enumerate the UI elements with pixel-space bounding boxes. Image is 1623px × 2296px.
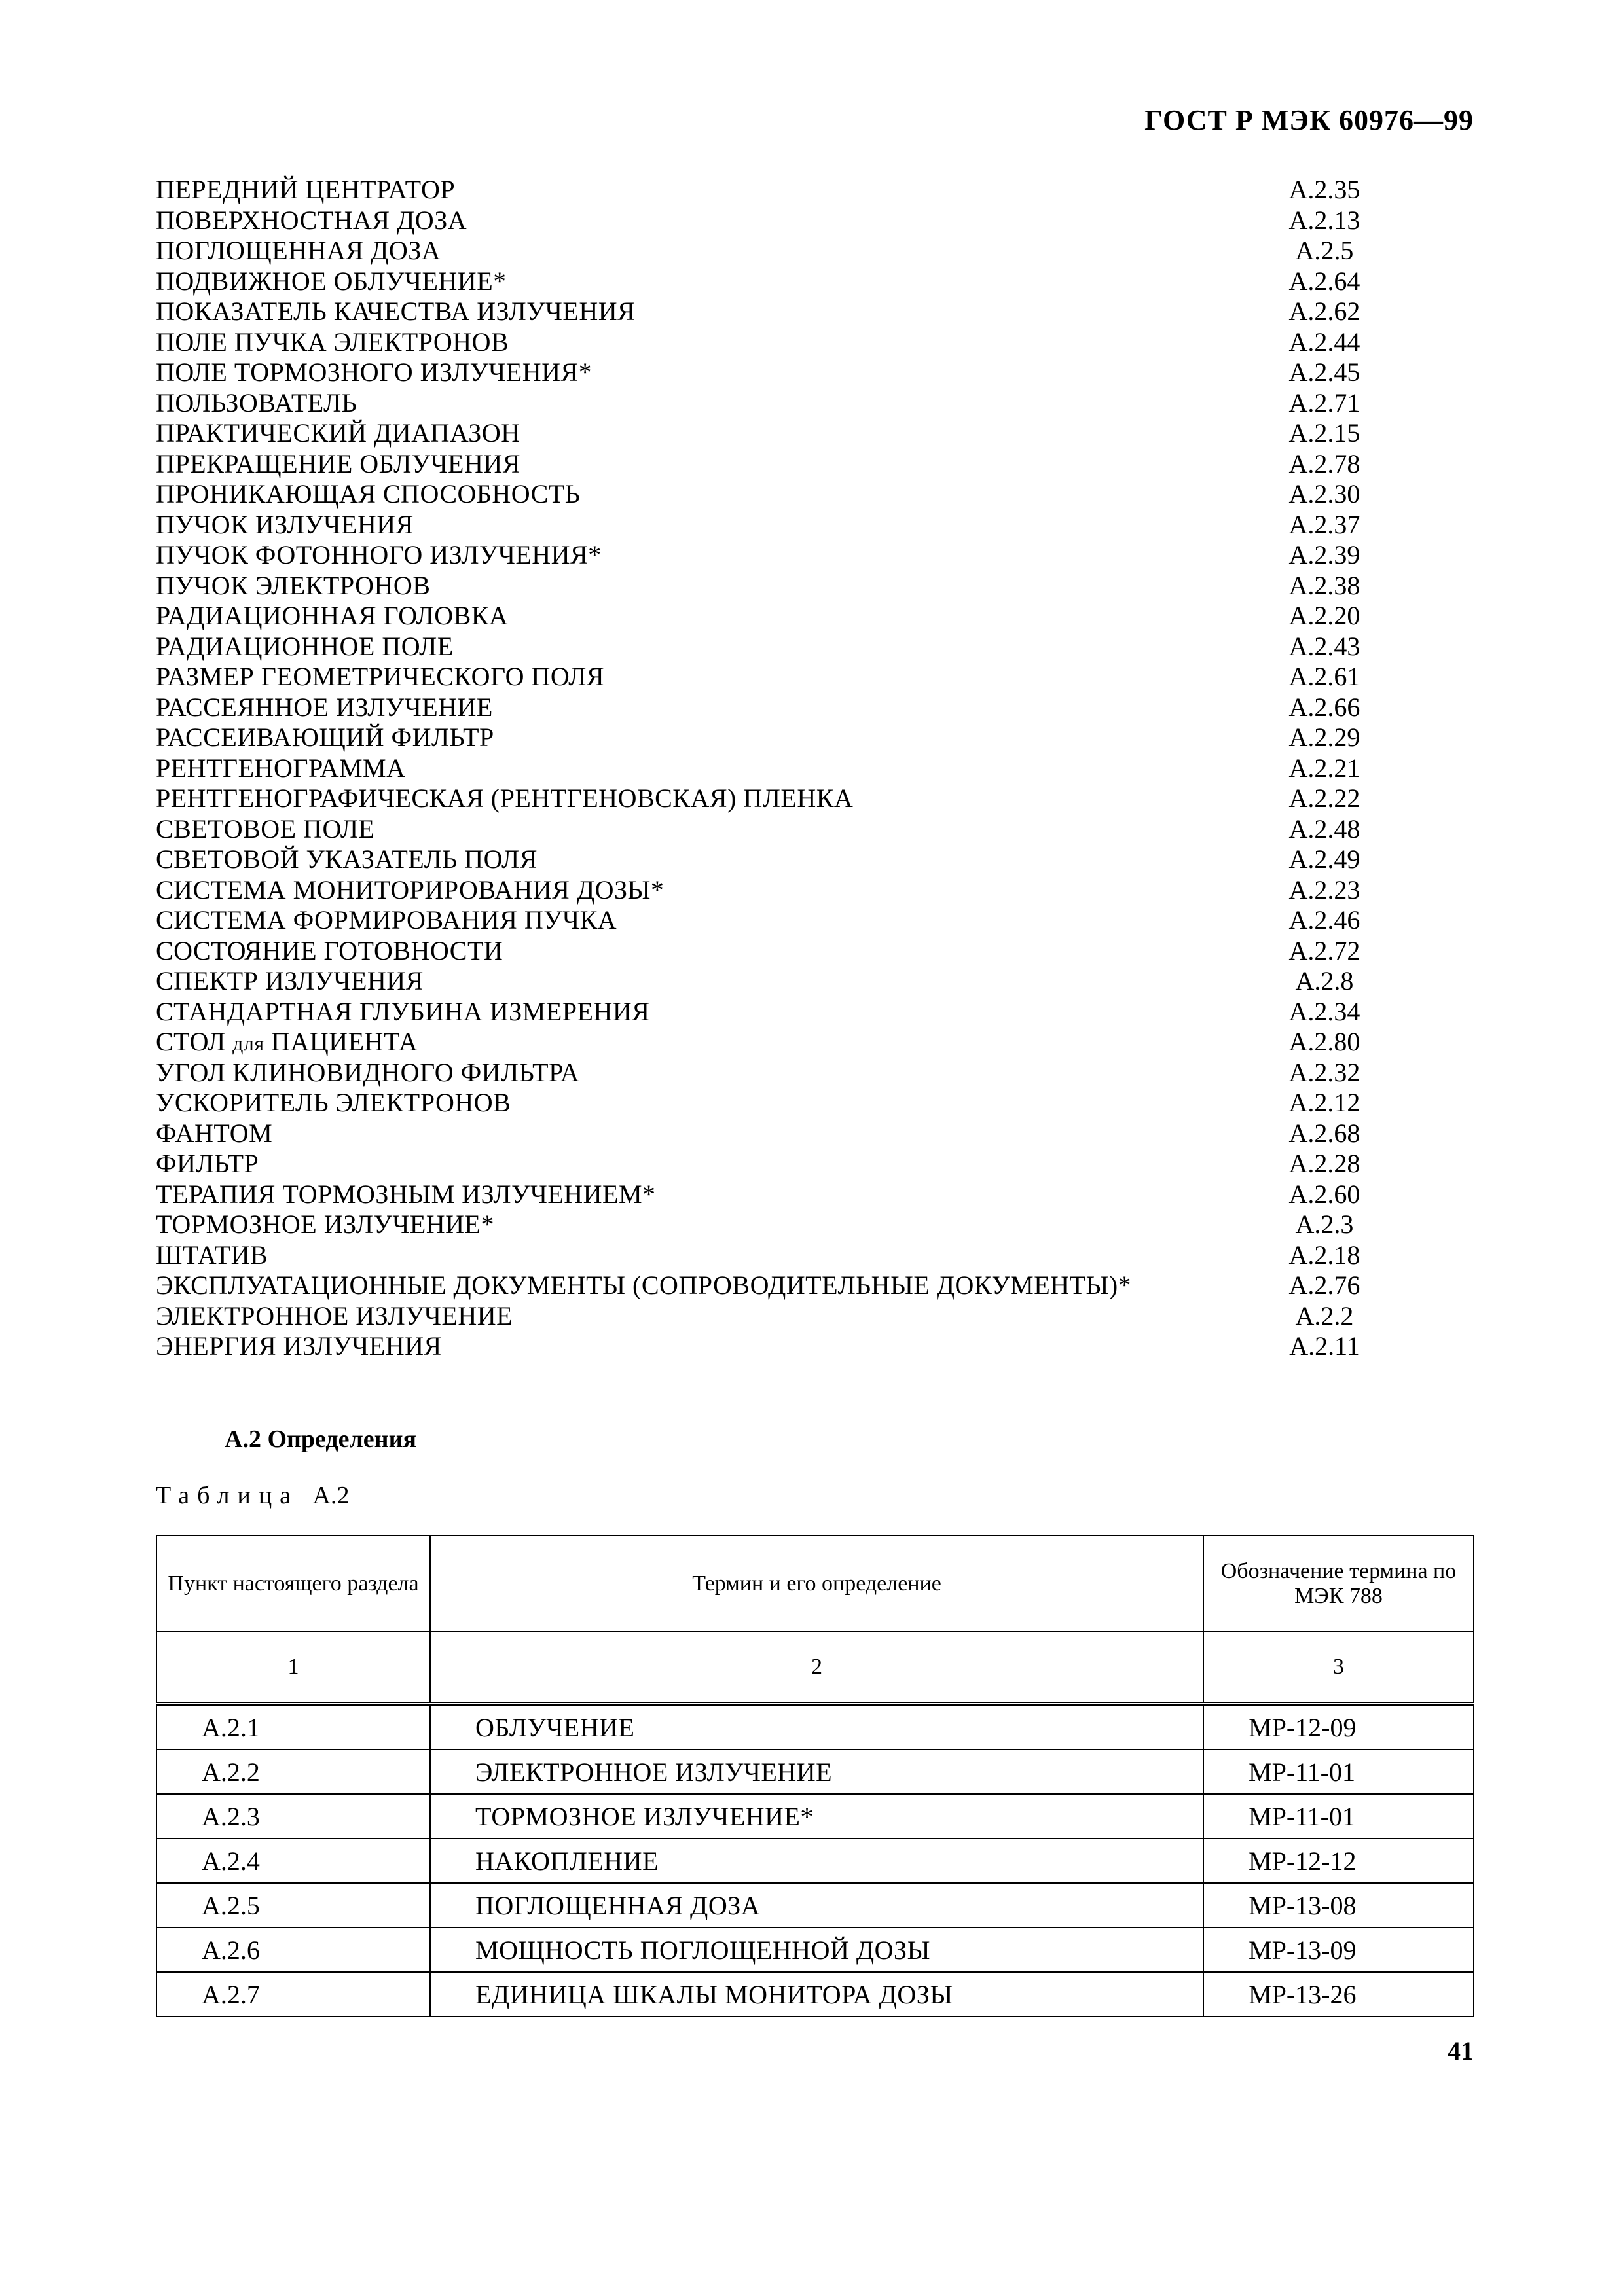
index-term: ПУЧОК ФОТОННОГО ИЗЛУЧЕНИЯ* xyxy=(156,540,602,569)
index-reference: А.2.60 xyxy=(1288,1179,1360,1209)
index-reference: А.2.8 xyxy=(1295,966,1354,996)
index-entry xyxy=(156,571,1367,601)
index-entry xyxy=(156,449,1367,480)
cell-item: А.2.7 xyxy=(156,1972,430,2017)
index-term: СИСТЕМА МОНИТОРИРОВАНИЯ ДОЗЫ* xyxy=(156,874,665,905)
table-row xyxy=(156,1794,1474,1839)
index-term: ШТАТИВ xyxy=(156,1240,268,1270)
table-caption xyxy=(156,1481,349,1510)
table-row xyxy=(156,1972,1474,2017)
index-term: ПОЛЬЗОВАТЕЛЬ xyxy=(156,387,357,418)
index-term: РАДИАЦИОННОЕ ПОЛЕ xyxy=(156,631,454,661)
column-number-row xyxy=(156,1632,1474,1704)
index-term: СВЕТОВОЙ УКАЗАТЕЛЬ ПОЛЯ xyxy=(156,844,538,874)
cell-term: ТОРМОЗНОЕ ИЗЛУЧЕНИЕ* xyxy=(430,1794,1203,1839)
index-entry xyxy=(156,936,1367,967)
index-term: ФИЛЬТР xyxy=(156,1149,259,1178)
index-entry xyxy=(156,1058,1367,1088)
index-term: СОСТОЯНИЕ ГОТОВНОСТИ xyxy=(156,935,503,965)
table-caption-number: А.2 xyxy=(312,1482,350,1509)
table-caption-word: Таблица xyxy=(156,1482,299,1509)
index-term: ПОКАЗАТЕЛЬ КАЧЕСТВА ИЗЛУЧЕНИЯ xyxy=(156,296,636,326)
index-reference: А.2.11 xyxy=(1289,1331,1360,1361)
index-reference: А.2.80 xyxy=(1288,1027,1360,1056)
index-reference: А.2.13 xyxy=(1288,205,1360,235)
index-term: ФАНТОМ xyxy=(156,1118,273,1148)
index-entry xyxy=(156,632,1367,662)
index-reference: А.2.76 xyxy=(1288,1270,1360,1300)
cell-item: А.2.5 xyxy=(156,1883,430,1928)
index-entry xyxy=(156,783,1367,814)
header-item: Пункт настоящего раздела xyxy=(156,1535,430,1632)
index-reference: А.2.30 xyxy=(1288,479,1360,509)
table-row xyxy=(156,1749,1474,1794)
index-reference: А.2.37 xyxy=(1288,509,1360,539)
index-entry xyxy=(156,875,1367,906)
column-number: 1 xyxy=(156,1632,430,1704)
index-reference: А.2.44 xyxy=(1288,327,1360,357)
index-term: ПУЧОК ЭЛЕКТРОНОВ xyxy=(156,570,431,600)
index-entry xyxy=(156,997,1367,1028)
index-reference: А.2.23 xyxy=(1288,874,1360,905)
index-term: ПРАКТИЧЕСКИЙ ДИАПАЗОН xyxy=(156,418,520,448)
index-reference: А.2.38 xyxy=(1288,570,1360,600)
cell-item: А.2.1 xyxy=(156,1704,430,1749)
index-entry xyxy=(156,905,1367,936)
index-entry xyxy=(156,692,1367,723)
index-term: ПЕРЕДНИЙ ЦЕНТРАТОР xyxy=(156,175,456,204)
term-index-list xyxy=(156,175,1367,1362)
header-term: Термин и его определение xyxy=(430,1535,1203,1632)
cell-term: ЕДИНИЦА ШКАЛЫ МОНИТОРА ДОЗЫ xyxy=(430,1972,1203,2017)
index-term: СВЕТОВОЕ ПОЛЕ xyxy=(156,814,375,844)
cell-code: MP-13-26 xyxy=(1203,1972,1474,2017)
index-entry xyxy=(156,1210,1367,1240)
index-reference: А.2.18 xyxy=(1288,1240,1360,1270)
page-number: 41 xyxy=(1448,2036,1474,2066)
column-number: 3 xyxy=(1203,1632,1474,1704)
index-entry xyxy=(156,479,1367,510)
cell-code: MP-12-09 xyxy=(1203,1704,1474,1749)
index-entry xyxy=(156,844,1367,875)
index-entry xyxy=(156,753,1367,784)
index-entry xyxy=(156,966,1367,997)
index-reference: А.2.72 xyxy=(1288,935,1360,965)
index-term: ПРЕКРАЩЕНИЕ ОБЛУЧЕНИЯ xyxy=(156,448,520,478)
index-reference: А.2.2 xyxy=(1295,1300,1354,1331)
index-entry xyxy=(156,206,1367,236)
column-number: 2 xyxy=(430,1632,1203,1704)
index-entry xyxy=(156,1179,1367,1210)
index-term: ЭНЕРГИЯ ИЗЛУЧЕНИЯ xyxy=(156,1331,442,1361)
index-entry xyxy=(156,327,1367,358)
index-reference: А.2.28 xyxy=(1288,1149,1360,1178)
index-entry xyxy=(156,662,1367,692)
index-term: ПРОНИКАЮЩАЯ СПОСОБНОСТЬ xyxy=(156,479,581,509)
index-term: РАЗМЕР ГЕОМЕТРИЧЕСКОГО ПОЛЯ xyxy=(156,662,605,691)
index-term: УГОЛ КЛИНОВИДНОГО ФИЛЬТРА xyxy=(156,1057,580,1087)
index-reference: А.2.46 xyxy=(1288,905,1360,935)
index-reference: А.2.22 xyxy=(1288,783,1360,813)
cell-term: ОБЛУЧЕНИЕ xyxy=(430,1704,1203,1749)
index-term: ПОЛЕ ПУЧКА ЭЛЕКТРОНОВ xyxy=(156,327,509,357)
index-term: ТОРМОЗНОЕ ИЗЛУЧЕНИЕ* xyxy=(156,1210,494,1239)
index-entry xyxy=(156,236,1367,266)
index-entry xyxy=(156,1331,1367,1362)
index-entry xyxy=(156,1301,1367,1332)
index-reference: А.2.35 xyxy=(1288,175,1360,204)
index-term: ЭКСПЛУАТАЦИОННЫЕ ДОКУМЕНТЫ (СОПРОВОДИТЕЛЬНЫЕ ДОКУМЕНТЫ)* xyxy=(156,1270,1132,1300)
index-reference: А.2.68 xyxy=(1288,1118,1360,1148)
index-reference: А.2.20 xyxy=(1288,601,1360,630)
index-entry xyxy=(156,1270,1367,1301)
cell-code: MP-12-12 xyxy=(1203,1839,1474,1883)
index-entry xyxy=(156,814,1367,845)
standard-designation: ГОСТ Р МЭК 60976—99 xyxy=(1144,104,1474,136)
table-row xyxy=(156,1928,1474,1972)
index-term: УСКОРИТЕЛЬ ЭЛЕКТРОНОВ xyxy=(156,1088,511,1117)
index-entry xyxy=(156,1240,1367,1271)
index-reference: А.2.71 xyxy=(1288,387,1360,418)
definitions-table xyxy=(156,1535,1474,2017)
cell-item: А.2.2 xyxy=(156,1749,430,1794)
index-reference: А.2.32 xyxy=(1288,1057,1360,1087)
index-reference: А.2.45 xyxy=(1288,357,1360,387)
index-reference: А.2.34 xyxy=(1288,996,1360,1026)
index-entry xyxy=(156,1027,1367,1058)
cell-term: ЭЛЕКТРОННОЕ ИЗЛУЧЕНИЕ xyxy=(430,1749,1203,1794)
cell-term: ПОГЛОЩЕННАЯ ДОЗА xyxy=(430,1883,1203,1928)
index-term: РАССЕЯННОЕ ИЗЛУЧЕНИЕ xyxy=(156,692,493,722)
table-header-row xyxy=(156,1535,1474,1632)
cell-term: НАКОПЛЕНИЕ xyxy=(430,1839,1203,1883)
table-row xyxy=(156,1839,1474,1883)
index-reference: А.2.29 xyxy=(1288,723,1360,752)
cell-code: MP-13-08 xyxy=(1203,1883,1474,1928)
index-entry xyxy=(156,266,1367,297)
index-reference: А.2.39 xyxy=(1288,540,1360,569)
index-reference: А.2.62 xyxy=(1288,296,1360,326)
cell-item: А.2.3 xyxy=(156,1794,430,1839)
index-reference: А.2.3 xyxy=(1295,1210,1354,1239)
index-term: ПОГЛОЩЕННАЯ ДОЗА xyxy=(156,236,441,265)
index-reference: А.2.15 xyxy=(1288,418,1360,448)
index-entry xyxy=(156,418,1367,449)
cell-item: А.2.4 xyxy=(156,1839,430,1883)
index-term: ПОВЕРХНОСТНАЯ ДОЗА xyxy=(156,205,467,235)
index-entry xyxy=(156,296,1367,327)
index-entry xyxy=(156,601,1367,632)
index-term: РЕНТГЕНОГРАФИЧЕСКАЯ (РЕНТГЕНОВСКАЯ) ПЛЕНКА xyxy=(156,783,854,813)
index-term: СТОЛ для ПАЦИЕНТА xyxy=(156,1027,418,1056)
index-term: ТЕРАПИЯ ТОРМОЗНЫМ ИЗЛУЧЕНИЕМ* xyxy=(156,1179,656,1209)
index-term: ЭЛЕКТРОННОЕ ИЗЛУЧЕНИЕ xyxy=(156,1300,513,1331)
index-reference: А.2.21 xyxy=(1288,753,1360,783)
table-row xyxy=(156,1883,1474,1928)
table-row xyxy=(156,1704,1474,1749)
index-term: СТАНДАРТНАЯ ГЛУБИНА ИЗМЕРЕНИЯ xyxy=(156,996,650,1026)
index-entry xyxy=(156,388,1367,419)
index-reference: А.2.49 xyxy=(1288,844,1360,874)
header-code: Обозначение термина по МЭК 788 xyxy=(1203,1535,1474,1632)
section-heading: А.2 Определения xyxy=(225,1426,417,1453)
index-term: РАДИАЦИОННАЯ ГОЛОВКА xyxy=(156,601,509,630)
index-term: ПУЧОК ИЗЛУЧЕНИЯ xyxy=(156,509,414,539)
cell-item: А.2.6 xyxy=(156,1928,430,1972)
index-reference: А.2.66 xyxy=(1288,692,1360,722)
index-reference: А.2.5 xyxy=(1295,236,1354,265)
index-entry xyxy=(156,723,1367,753)
index-reference: А.2.12 xyxy=(1288,1088,1360,1117)
index-entry xyxy=(156,510,1367,541)
index-entry xyxy=(156,175,1367,206)
index-term: ПОДВИЖНОЕ ОБЛУЧЕНИЕ* xyxy=(156,266,507,296)
index-term: СИСТЕМА ФОРМИРОВАНИЯ ПУЧКА xyxy=(156,905,617,935)
cell-code: MP-11-01 xyxy=(1203,1794,1474,1839)
index-reference: А.2.43 xyxy=(1288,631,1360,661)
index-reference: А.2.48 xyxy=(1288,814,1360,844)
index-entry xyxy=(156,1119,1367,1149)
index-entry xyxy=(156,1149,1367,1179)
index-reference: А.2.78 xyxy=(1288,448,1360,478)
cell-code: MP-11-01 xyxy=(1203,1749,1474,1794)
index-entry xyxy=(156,1088,1367,1119)
index-term: ПОЛЕ ТОРМОЗНОГО ИЗЛУЧЕНИЯ* xyxy=(156,357,593,387)
index-term: РАССЕИВАЮЩИЙ ФИЛЬТР xyxy=(156,723,494,752)
index-term: СПЕКТР ИЗЛУЧЕНИЯ xyxy=(156,966,424,996)
index-reference: А.2.64 xyxy=(1288,266,1360,296)
index-reference: А.2.61 xyxy=(1288,662,1360,691)
cell-code: MP-13-09 xyxy=(1203,1928,1474,1972)
index-entry xyxy=(156,540,1367,571)
cell-term: МОЩНОСТЬ ПОГЛОЩЕННОЙ ДОЗЫ xyxy=(430,1928,1203,1972)
index-term: РЕНТГЕНОГРАММА xyxy=(156,753,406,783)
index-entry xyxy=(156,357,1367,388)
